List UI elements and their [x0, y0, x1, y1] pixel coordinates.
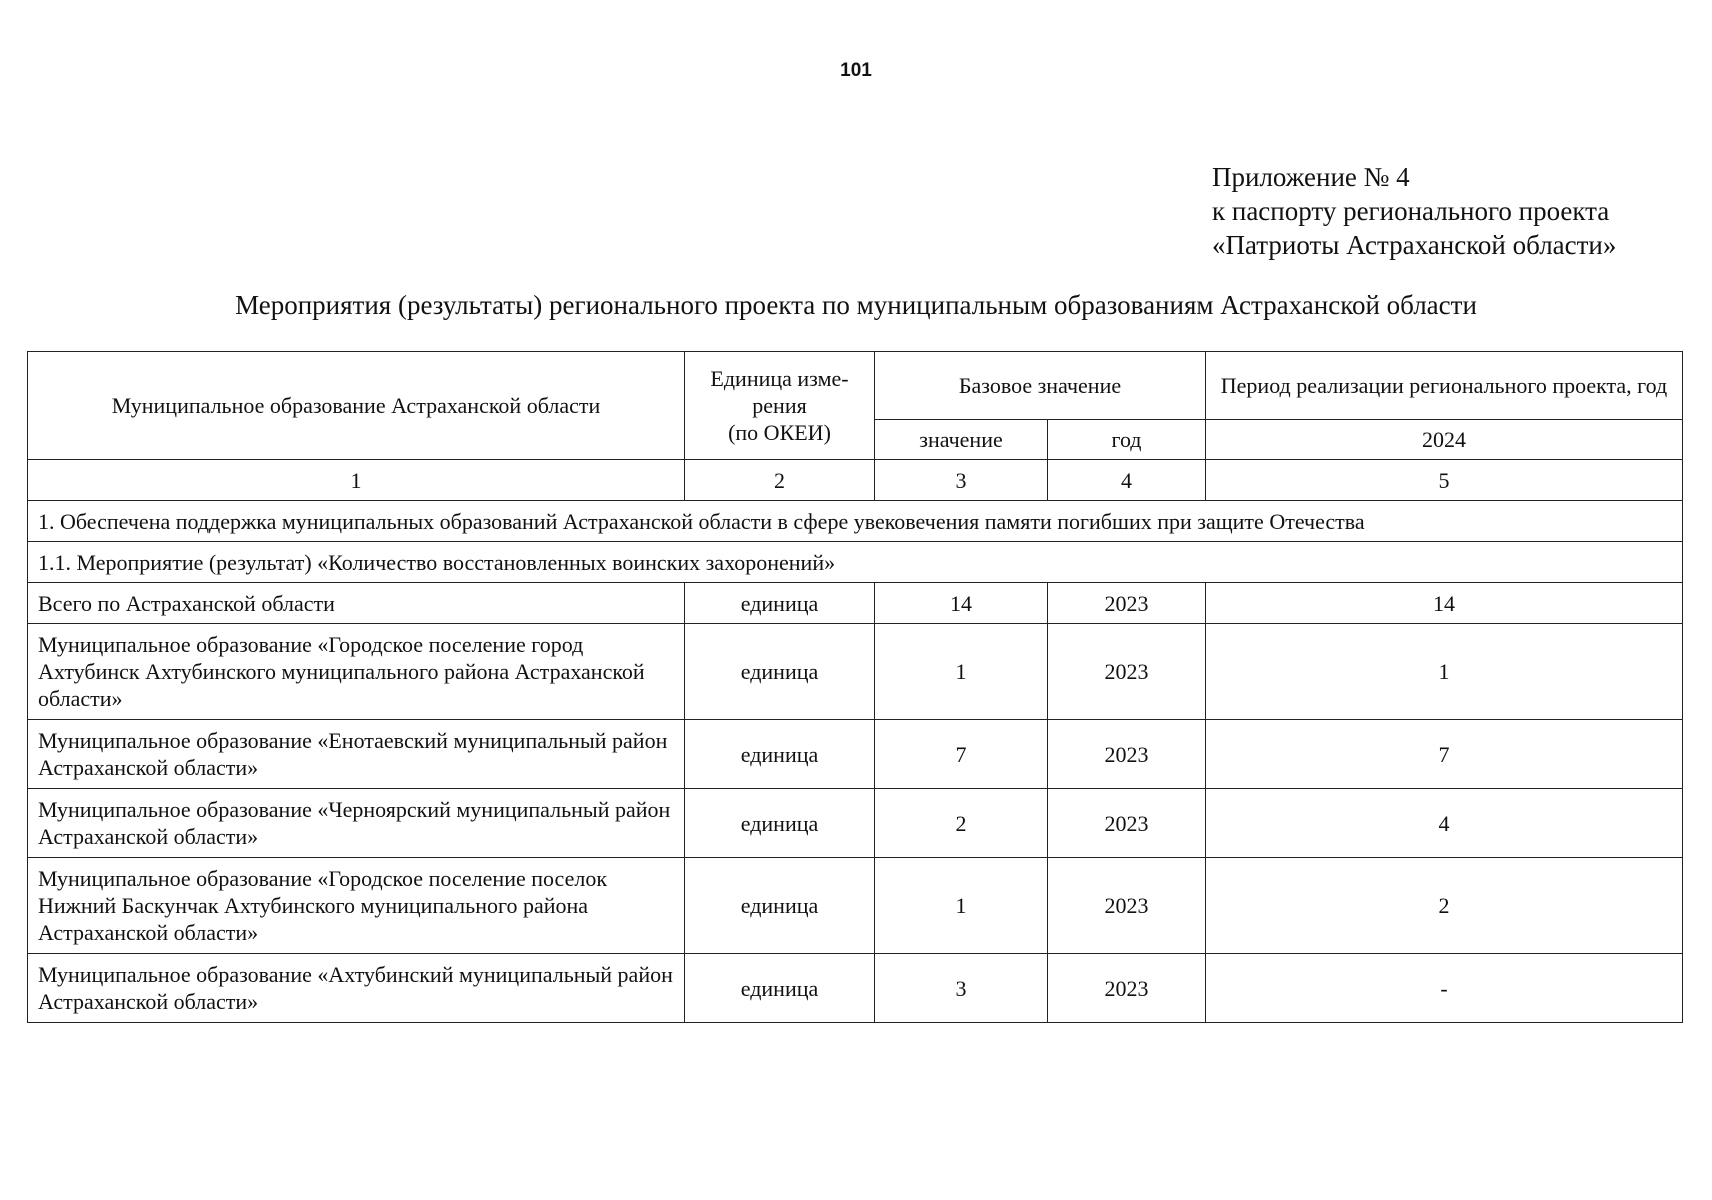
header-unit-line-2: рения [752, 393, 807, 418]
municipality-cell: Муниципальное образование «Городское поселение поселок Нижний Баскунчак Ахтубинского муниципального района Астраханской области» [28, 858, 685, 954]
header-period: Период реализации регионального проекта, год [1206, 352, 1683, 420]
header-base-value: Базовое значение [875, 352, 1206, 420]
value-cell: 14 [875, 583, 1048, 624]
section-row [28, 501, 1683, 542]
appendix-line-3: «Патриоты Астраханской области» [1212, 230, 1617, 260]
unit-cell: единица [685, 720, 875, 789]
value-cell: 1 [875, 858, 1048, 954]
target-cell: 7 [1206, 720, 1683, 789]
subsection-row [28, 542, 1683, 583]
value-cell: 7 [875, 720, 1048, 789]
year-cell: 2023 [1048, 858, 1206, 954]
year-cell: 2023 [1048, 583, 1206, 624]
year-cell: 2023 [1048, 954, 1206, 1023]
value-cell: 3 [875, 954, 1048, 1023]
column-number: 1 [28, 460, 685, 501]
column-number: 5 [1206, 460, 1683, 501]
unit-cell: единица [685, 789, 875, 858]
header-municipality: Муниципальное образование Астраханской области [28, 352, 685, 460]
header-unit-line-1: Единица изме- [710, 366, 849, 391]
table-row [28, 583, 1683, 624]
target-cell: 2 [1206, 858, 1683, 954]
unit-cell: единица [685, 583, 875, 624]
header-unit-line-3: (по ОКЕИ) [728, 420, 831, 445]
header-unit [685, 352, 875, 460]
target-cell: 14 [1206, 583, 1683, 624]
target-cell: 1 [1206, 624, 1683, 720]
municipality-cell: Муниципальное образование «Черноярский муниципальный район Астраханской области» [28, 789, 685, 858]
column-number: 2 [685, 460, 875, 501]
section-title: 1. Обеспечена поддержка муниципальных образований Астраханской области в сфере увековечения памяти погибших при защите Отечества [28, 501, 1683, 542]
municipality-cell: Муниципальное образование «Енотаевский муниципальный район Астраханской области» [28, 720, 685, 789]
results-table [27, 351, 1683, 1023]
column-number: 3 [875, 460, 1048, 501]
column-number-row [28, 460, 1683, 501]
table-row [28, 789, 1683, 858]
unit-cell: единица [685, 624, 875, 720]
year-cell: 2023 [1048, 720, 1206, 789]
value-cell: 1 [875, 624, 1048, 720]
unit-cell: единица [685, 954, 875, 1023]
table-row [28, 624, 1683, 720]
municipality-cell: Муниципальное образование «Ахтубинский муниципальный район Астраханской области» [28, 954, 685, 1023]
target-cell: 4 [1206, 789, 1683, 858]
municipality-cell: Муниципальное образование «Городское поселение город Ахтубинск Ахтубинского муниципального района Астраханской области» [28, 624, 685, 720]
header-value: значение [875, 420, 1048, 460]
appendix-note [1212, 160, 1616, 262]
header-year: год [1048, 420, 1206, 460]
year-cell: 2023 [1048, 624, 1206, 720]
subsection-title: 1.1. Мероприятие (результат) «Количество восстановленных воинских захоронений» [28, 542, 1683, 583]
header-period-year: 2024 [1206, 420, 1683, 460]
target-cell: - [1206, 954, 1683, 1023]
table-row [28, 858, 1683, 954]
table-row [28, 954, 1683, 1023]
header-row-1 [28, 352, 1683, 420]
document-title: Мероприятия (результаты) регионального проекта по муниципальным образованиям Астраханской области [235, 290, 1477, 320]
appendix-line-2: к паспорту регионального проекта [1212, 196, 1610, 226]
year-cell: 2023 [1048, 789, 1206, 858]
table-row [28, 720, 1683, 789]
appendix-line-1: Приложение № 4 [1212, 162, 1410, 192]
unit-cell: единица [685, 858, 875, 954]
column-number: 4 [1048, 460, 1206, 501]
page-number: 101 [840, 60, 872, 81]
value-cell: 2 [875, 789, 1048, 858]
municipality-cell: Всего по Астраханской области [28, 583, 685, 624]
